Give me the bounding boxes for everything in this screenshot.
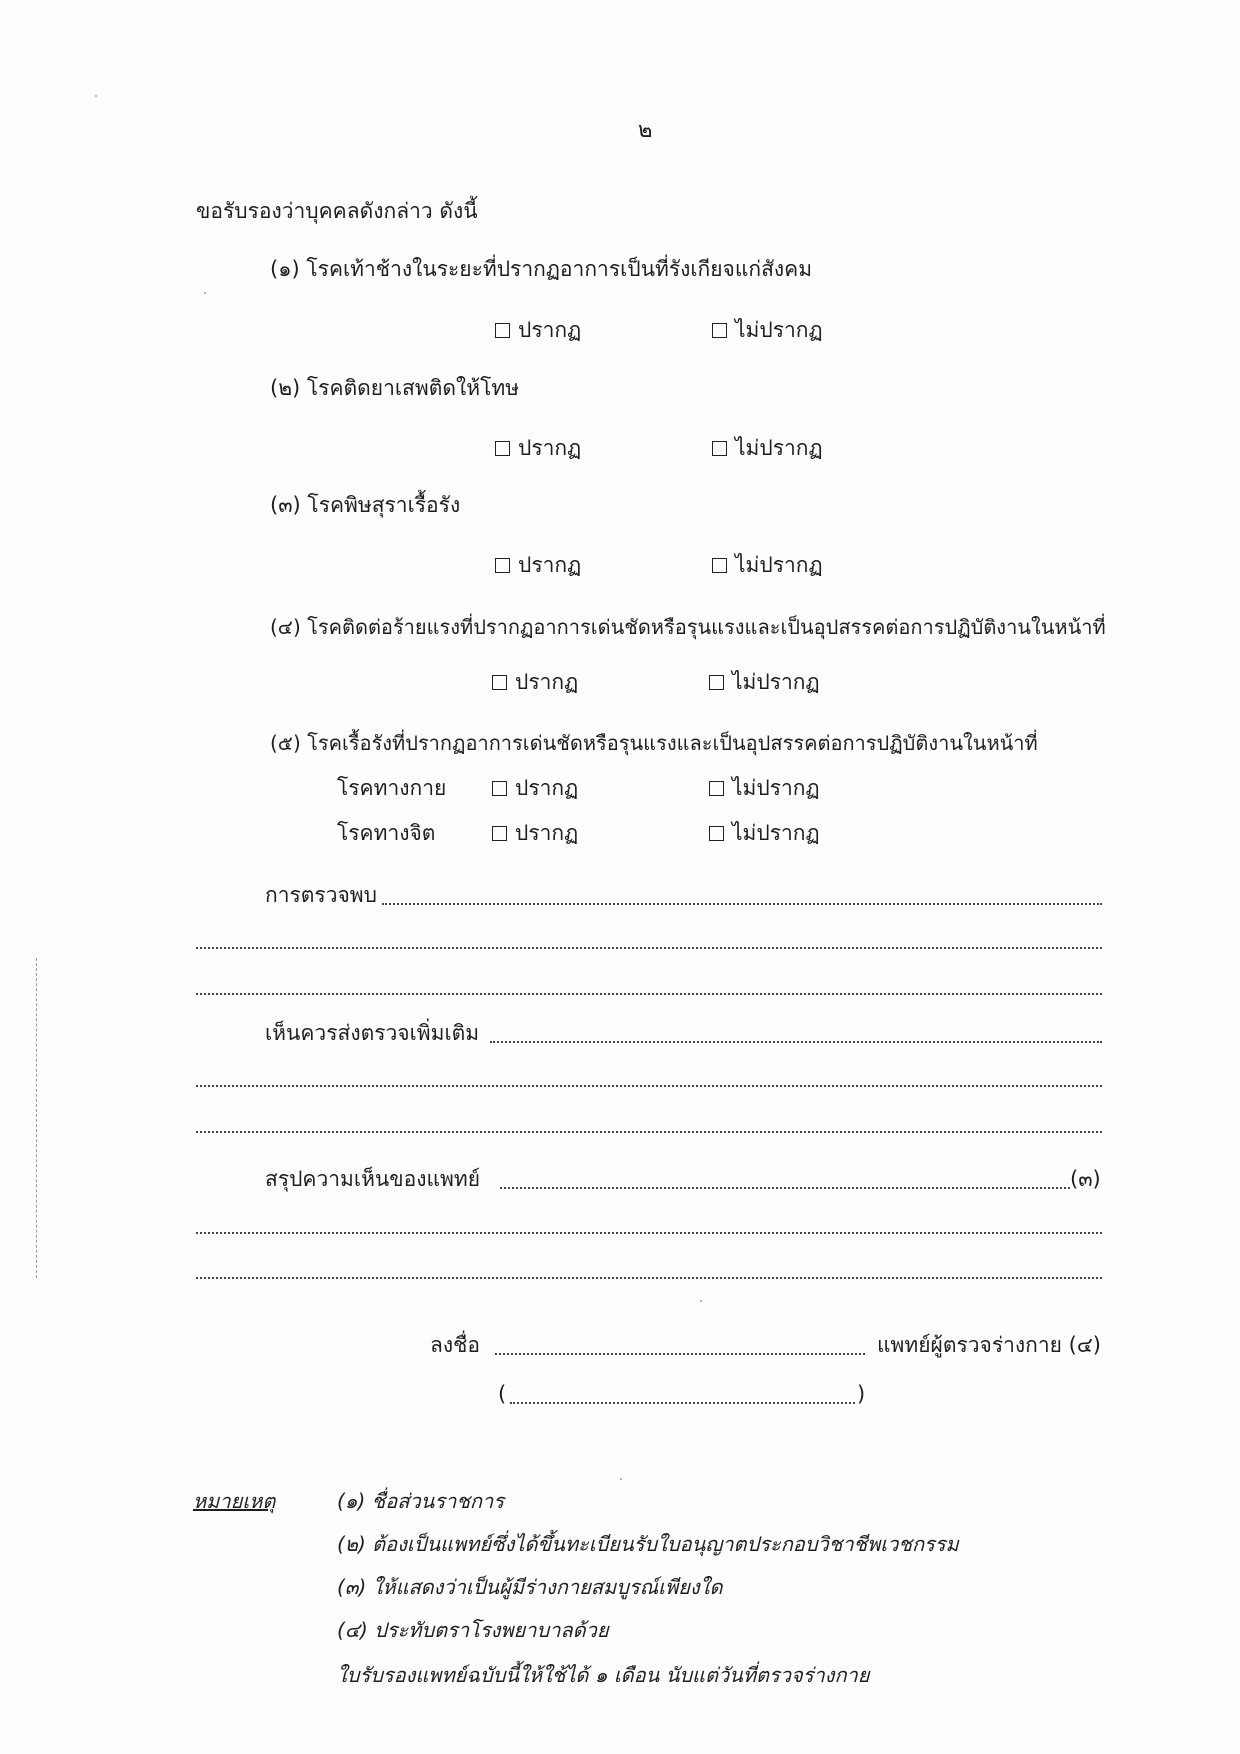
item-2-present-option[interactable]: ปรากฏ: [495, 433, 581, 463]
scan-speck: [700, 1300, 702, 1302]
conclusion-field[interactable]: [500, 1187, 1070, 1189]
item-5-physical-present-option[interactable]: ปรากฏ: [492, 773, 578, 803]
checkbox-icon[interactable]: [495, 323, 510, 338]
findings-label: การตรวจพบ: [265, 883, 377, 907]
item-1-present-option[interactable]: ปรากฏ: [495, 315, 581, 345]
checkbox-icon[interactable]: [495, 558, 510, 573]
checkbox-icon[interactable]: [709, 675, 724, 690]
remark-line-5: ใบรับรองแพทย์ฉบับนี้ให้ใช้ได้ ๑ เดือน นับแต่วันที่ตรวจร่างกาย: [337, 1663, 870, 1687]
item-3-present-option[interactable]: ปรากฏ: [495, 550, 581, 580]
checkbox-icon[interactable]: [709, 826, 724, 841]
conclusion-label: สรุปความเห็นของแพทย์: [265, 1167, 481, 1191]
item-2-absent-option[interactable]: ไม่ปรากฏ: [712, 433, 823, 463]
checkbox-icon[interactable]: [492, 781, 507, 796]
item-5-physical-absent-option[interactable]: ไม่ปรากฏ: [709, 773, 820, 803]
further-tests-label: เห็นควรส่งตรวจเพิ่มเติม: [265, 1021, 480, 1045]
checkbox-icon[interactable]: [712, 441, 727, 456]
checkbox-icon[interactable]: [492, 675, 507, 690]
item-5-mental-present-option[interactable]: ปรากฏ: [492, 818, 578, 848]
findings-field-line-2[interactable]: [196, 947, 1102, 949]
further-tests-field-line-3[interactable]: [196, 1131, 1102, 1133]
item-4-absent-option[interactable]: ไม่ปรากฏ: [709, 667, 820, 697]
item-3-absent-option[interactable]: ไม่ปรากฏ: [712, 550, 823, 580]
item-5-mental-label: โรคทางจิต: [337, 821, 436, 845]
conclusion-note: (๓): [1070, 1167, 1101, 1191]
sign-role: แพทย์ผู้ตรวจร่างกาย (๔): [877, 1333, 1101, 1357]
signature-field[interactable]: [495, 1353, 865, 1355]
remark-line-2: (๒) ต้องเป็นแพทย์ซึ่งได้ขึ้นทะเบียนรับใบอนุญาตประกอบวิชาชีพเวชกรรม: [337, 1532, 959, 1556]
remarks-title: หมายเหตุ: [193, 1489, 276, 1513]
scan-speck: [95, 95, 97, 97]
scan-margin-mark: [36, 958, 37, 1278]
checkbox-icon[interactable]: [712, 558, 727, 573]
findings-field[interactable]: [382, 903, 1102, 905]
checkbox-icon[interactable]: [492, 826, 507, 841]
page-number: ๒: [638, 118, 653, 143]
item-4-label: (๔) โรคติดต่อร้ายแรงที่ปรากฏอาการเด่นชัดหรือรุนแรงและเป็นอุปสรรคต่อการปฏิบัติงานในหน้าที่: [270, 615, 1106, 639]
item-5-label: (๕) โรคเรื้อรังที่ปรากฏอาการเด่นชัดหรือรุนแรงและเป็นอุปสรรคต่อการปฏิบัติงานในหน้าที่: [270, 731, 1038, 755]
scan-speck: [620, 1478, 622, 1480]
remark-line-4: (๔) ประทับตราโรงพยาบาลด้วย: [337, 1618, 609, 1642]
item-3-label: (๓) โรคพิษสุราเรื้อรัง: [270, 493, 461, 517]
checkbox-icon[interactable]: [709, 781, 724, 796]
printed-name-field[interactable]: [510, 1402, 855, 1404]
findings-field-line-3[interactable]: [196, 993, 1102, 995]
item-2-label: (๒) โรคติดยาเสพติดให้โทษ: [270, 376, 520, 400]
scan-speck: [204, 292, 206, 294]
item-1-absent-option[interactable]: ไม่ปรากฏ: [712, 315, 823, 345]
checkbox-icon[interactable]: [712, 323, 727, 338]
further-tests-field-line-2[interactable]: [196, 1085, 1102, 1087]
item-1-label: (๑) โรคเท้าช้างในระยะที่ปรากฏอาการเป็นที่รังเกียจแก่สังคม: [270, 257, 813, 281]
intro-text: ขอรับรองว่าบุคคลดังกล่าว ดังนี้: [196, 199, 478, 223]
item-5-physical-label: โรคทางกาย: [337, 776, 447, 800]
remark-line-1: (๑) ชื่อส่วนราชการ: [337, 1489, 504, 1513]
conclusion-field-line-3[interactable]: [196, 1277, 1102, 1279]
further-tests-field[interactable]: [490, 1041, 1102, 1043]
conclusion-field-line-2[interactable]: [196, 1232, 1102, 1234]
name-close-paren: ): [857, 1382, 866, 1406]
name-open-paren: (: [498, 1382, 507, 1406]
item-4-present-option[interactable]: ปรากฏ: [492, 667, 578, 697]
remark-line-3: (๓) ให้แสดงว่าเป็นผู้มีร่างกายสมบูรณ์เพียงใด: [337, 1575, 723, 1599]
item-5-mental-absent-option[interactable]: ไม่ปรากฏ: [709, 818, 820, 848]
checkbox-icon[interactable]: [495, 441, 510, 456]
sign-label: ลงชื่อ: [430, 1333, 480, 1357]
